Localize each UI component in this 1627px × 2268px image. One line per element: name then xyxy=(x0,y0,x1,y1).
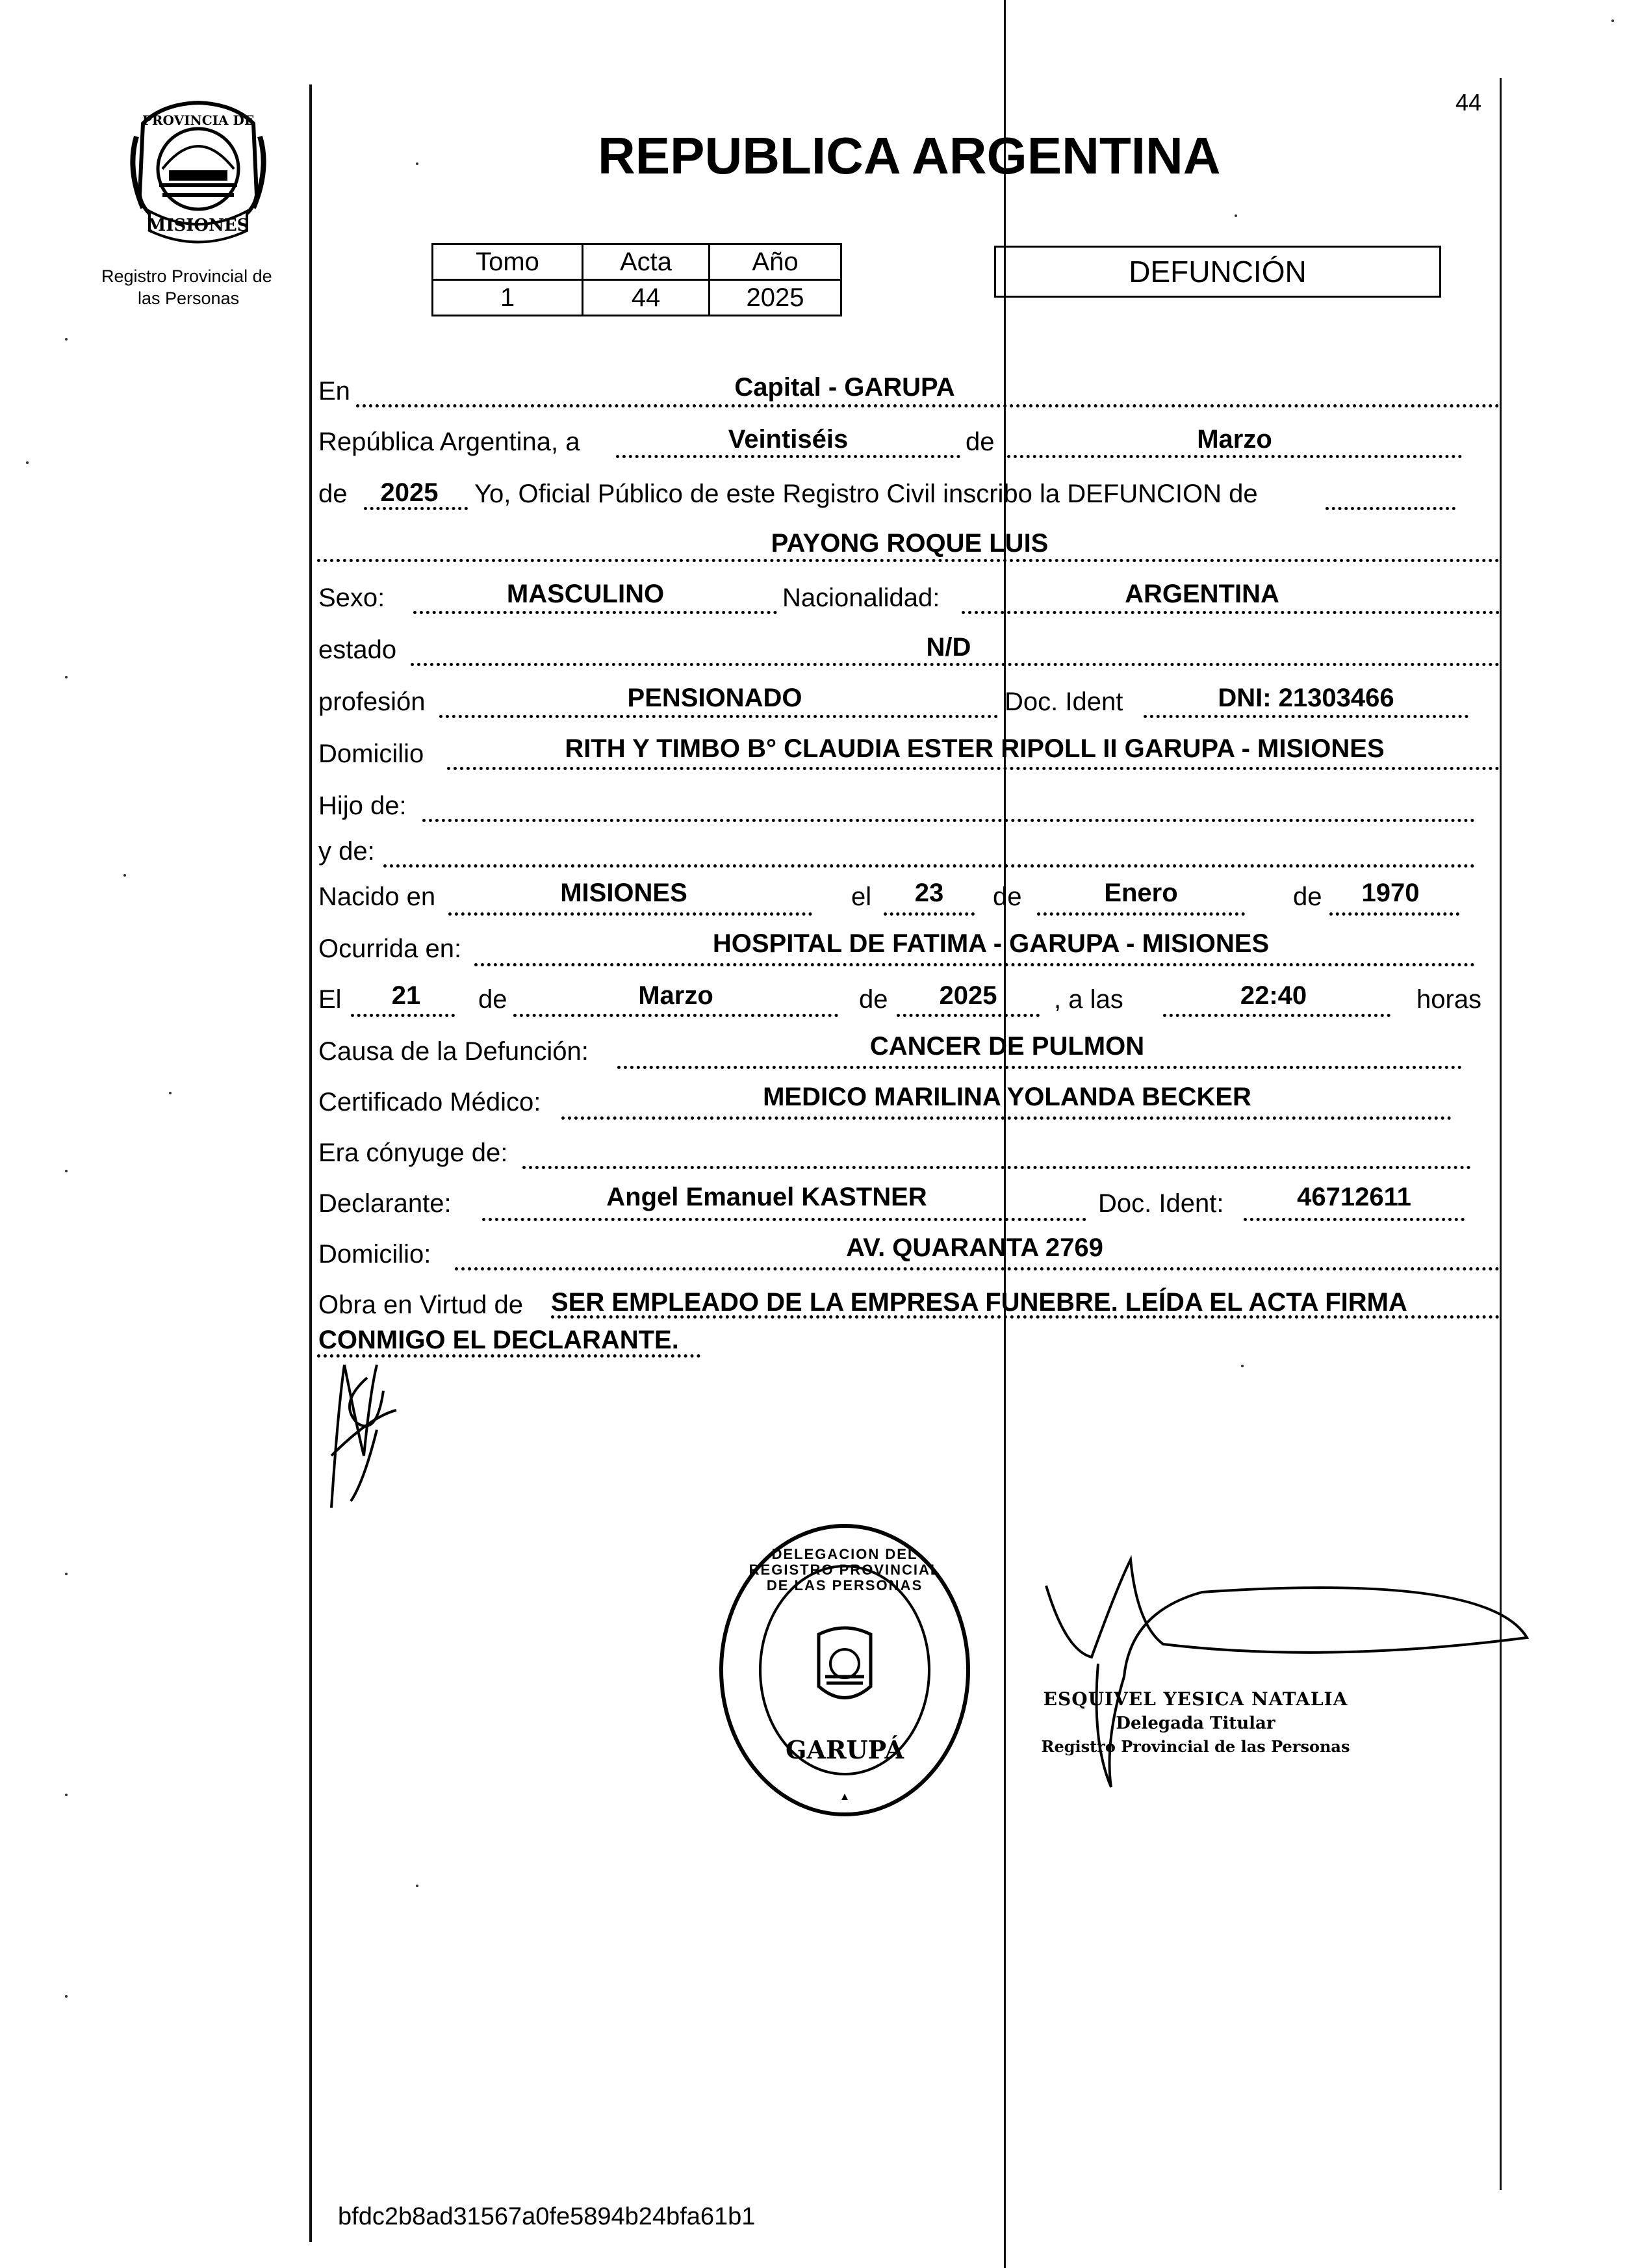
declarante-domicilio-label: Domicilio: xyxy=(318,1240,431,1269)
el-upper-label: El xyxy=(318,985,342,1014)
officer-block xyxy=(1027,1688,1364,1756)
def-dia-value: 21 xyxy=(391,981,421,1010)
declarante-value: Angel Emanuel KASTNER xyxy=(606,1183,927,1211)
profesion-line xyxy=(439,715,998,718)
record-table xyxy=(431,243,842,316)
de-label-2: de xyxy=(318,480,348,508)
def-anio-line xyxy=(897,1014,1040,1017)
page-title: REPUBLICA ARGENTINA xyxy=(598,127,1221,185)
yo-oficial-line xyxy=(1326,507,1455,510)
scan-speck xyxy=(1241,1365,1244,1367)
declarante-doc-line xyxy=(1244,1218,1465,1221)
declarante-label: Declarante: xyxy=(318,1189,452,1218)
dia-line xyxy=(616,455,960,458)
domicilio-line xyxy=(447,767,1500,770)
ocurrida-en-value: HOSPITAL DE FATIMA - GARUPA - MISIONES xyxy=(712,929,1270,958)
nombre-value: PAYONG ROQUE LUIS xyxy=(771,529,1049,558)
right-margin-line xyxy=(1500,78,1502,2190)
anio-line xyxy=(364,507,468,510)
acta-value: 44 xyxy=(583,280,710,316)
hijo-de-label: Hijo de: xyxy=(318,792,407,820)
page-number: 44 xyxy=(1455,89,1482,116)
de-label-1: de xyxy=(966,428,995,456)
scan-speck xyxy=(65,676,68,678)
doc-line xyxy=(1144,715,1468,718)
estado-value: N/D xyxy=(926,633,971,662)
causa-line xyxy=(617,1066,1462,1069)
declarante-doc-value: 46712611 xyxy=(1297,1183,1411,1211)
def-hora-line xyxy=(1163,1014,1390,1017)
nac-mes-value: Enero xyxy=(1104,879,1178,907)
officer-signature xyxy=(1033,1547,1540,1807)
nacido-en-label: Nacido en xyxy=(318,883,436,911)
estado-line xyxy=(411,663,1500,666)
horas-label: horas xyxy=(1416,985,1482,1014)
scan-speck xyxy=(65,338,68,341)
obra-underline-1 xyxy=(551,1315,1500,1319)
anio-header: Año xyxy=(710,244,841,280)
scan-speck xyxy=(65,1995,68,1998)
sexo-label: Sexo: xyxy=(318,584,385,612)
yo-oficial-text: Yo, Oficial Público de este Registro Civil inscribo la DEFUNCION de xyxy=(474,480,1258,508)
de-label-3: de xyxy=(993,883,1022,911)
nacionalidad-value: ARGENTINA xyxy=(1125,580,1279,608)
province-logo xyxy=(123,97,273,247)
tomo-header: Tomo xyxy=(433,244,583,280)
registry-line-2: las Personas xyxy=(138,289,240,308)
obra-line-2: CONMIGO EL DECLARANTE. xyxy=(318,1326,679,1354)
nac-anio-value: 1970 xyxy=(1361,879,1420,907)
declarante-domicilio-value: AV. QUARANTA 2769 xyxy=(846,1233,1103,1262)
doc-ident-label: Doc. Ident xyxy=(1005,688,1123,716)
nacido-en-line xyxy=(448,912,812,916)
doc-type-box xyxy=(994,246,1441,298)
def-dia-line xyxy=(351,1014,455,1017)
left-margin-line xyxy=(309,84,312,2242)
de-label-6: de xyxy=(859,985,888,1014)
causa-label: Causa de la Defunción: xyxy=(318,1037,589,1066)
nac-dia-line xyxy=(884,912,975,916)
stamp-center-text: GARUPÁ xyxy=(786,1735,904,1764)
ocurrida-en-line xyxy=(474,963,1475,966)
declarante-doc-label: Doc. Ident: xyxy=(1098,1189,1224,1218)
y-de-line xyxy=(383,864,1475,868)
certificado-label: Certificado Médico: xyxy=(318,1088,541,1116)
officer-office: Registro Provincial de las Personas xyxy=(1041,1737,1350,1756)
scan-speck xyxy=(65,1573,68,1575)
mes-value: Marzo xyxy=(1197,425,1272,454)
declarante-domicilio-line xyxy=(455,1267,1500,1270)
fold-line xyxy=(1004,0,1006,2268)
nac-mes-line xyxy=(1037,912,1245,916)
doc-value: DNI: 21303466 xyxy=(1218,684,1394,712)
declarant-signature xyxy=(318,1352,435,1521)
dia-letras-value: Veintiséis xyxy=(728,425,849,454)
def-mes-value: Marzo xyxy=(638,981,713,1010)
nacionalidad-line xyxy=(962,611,1500,614)
registry-line-1: Registro Provincial de xyxy=(101,266,272,286)
anio-value: 2025 xyxy=(380,478,439,507)
mes-line xyxy=(1007,455,1462,458)
footer-hash: bfdc2b8ad31567a0fe5894b24bfa61b1 xyxy=(338,2203,756,2230)
lugar-line xyxy=(356,404,1500,407)
causa-value: CANCER DE PULMON xyxy=(869,1032,1145,1061)
certificado-line xyxy=(561,1116,1452,1120)
scan-speck xyxy=(169,1092,172,1094)
profesion-label: profesión xyxy=(318,688,426,716)
a-las-label: , a las xyxy=(1054,985,1123,1014)
nacido-en-value: MISIONES xyxy=(560,879,687,907)
doc-type-label: DEFUNCIÓN xyxy=(1129,255,1307,289)
scan-speck xyxy=(416,162,418,165)
lugar-value: Capital - GARUPA xyxy=(734,373,955,402)
certificado-value: MEDICO MARILINA YOLANDA BECKER xyxy=(763,1083,1251,1111)
scan-speck xyxy=(65,1794,68,1796)
sexo-value: MASCULINO xyxy=(506,580,665,608)
conyuge-label: Era cónyuge de: xyxy=(318,1139,508,1167)
officer-role: Delegada Titular xyxy=(1116,1714,1275,1733)
de-label-5: de xyxy=(478,985,507,1014)
el-label: el xyxy=(851,883,872,911)
def-hora-value: 22:40 xyxy=(1240,981,1307,1010)
ocurrida-en-label: Ocurrida en: xyxy=(318,934,462,963)
scan-speck xyxy=(123,874,126,877)
estado-label: estado xyxy=(318,636,397,664)
tomo-value: 1 xyxy=(433,280,583,316)
obra-line-1: SER EMPLEADO DE LA EMPRESA FUNEBRE. LEÍDA EL ACTA FIRMA xyxy=(551,1288,1407,1317)
acta-header: Acta xyxy=(583,244,710,280)
def-mes-line xyxy=(513,1014,838,1017)
officer-name: ESQUIVEL YESICA NATALIA xyxy=(1043,1688,1348,1710)
province-shield-icon xyxy=(123,97,273,247)
stamp-ring-text: DELEGACION DEL REGISTRO PROVINCIAL DE LAS PERSONAS xyxy=(749,1546,941,1594)
nombre-line xyxy=(317,559,1500,562)
def-anio-value: 2025 xyxy=(939,981,997,1010)
de-label-4: de xyxy=(1293,883,1322,911)
scan-speck xyxy=(26,461,29,464)
y-de-label: y de: xyxy=(318,837,375,866)
svg-text:PROVINCIA DE: PROVINCIA DE xyxy=(142,112,255,128)
obra-label: Obra en Virtud de xyxy=(318,1291,524,1319)
scan-speck xyxy=(65,1170,68,1172)
domicilio-value: RITH Y TIMBO B° CLAUDIA ESTER RIPOLL II GARUPA - MISIONES xyxy=(565,734,1385,763)
declarante-line xyxy=(482,1218,1086,1221)
en-label: En xyxy=(318,377,350,406)
anio-value: 2025 xyxy=(710,280,841,316)
nacionalidad-label: Nacionalidad: xyxy=(782,584,940,612)
conyuge-line xyxy=(522,1166,1471,1169)
official-stamp xyxy=(715,1521,975,1820)
scan-speck xyxy=(1235,214,1237,217)
republica-label: República Argentina, a xyxy=(318,428,580,456)
svg-text:MISIONES: MISIONES xyxy=(147,216,250,235)
nac-anio-line xyxy=(1329,912,1459,916)
profesion-value: PENSIONADO xyxy=(627,684,802,712)
sexo-line xyxy=(413,611,777,614)
scan-speck xyxy=(416,1885,418,1887)
scan-speck xyxy=(1611,19,1614,22)
hijo-de-line xyxy=(422,819,1475,822)
nac-dia-value: 23 xyxy=(914,879,944,907)
domicilio-label: Domicilio xyxy=(318,740,424,768)
